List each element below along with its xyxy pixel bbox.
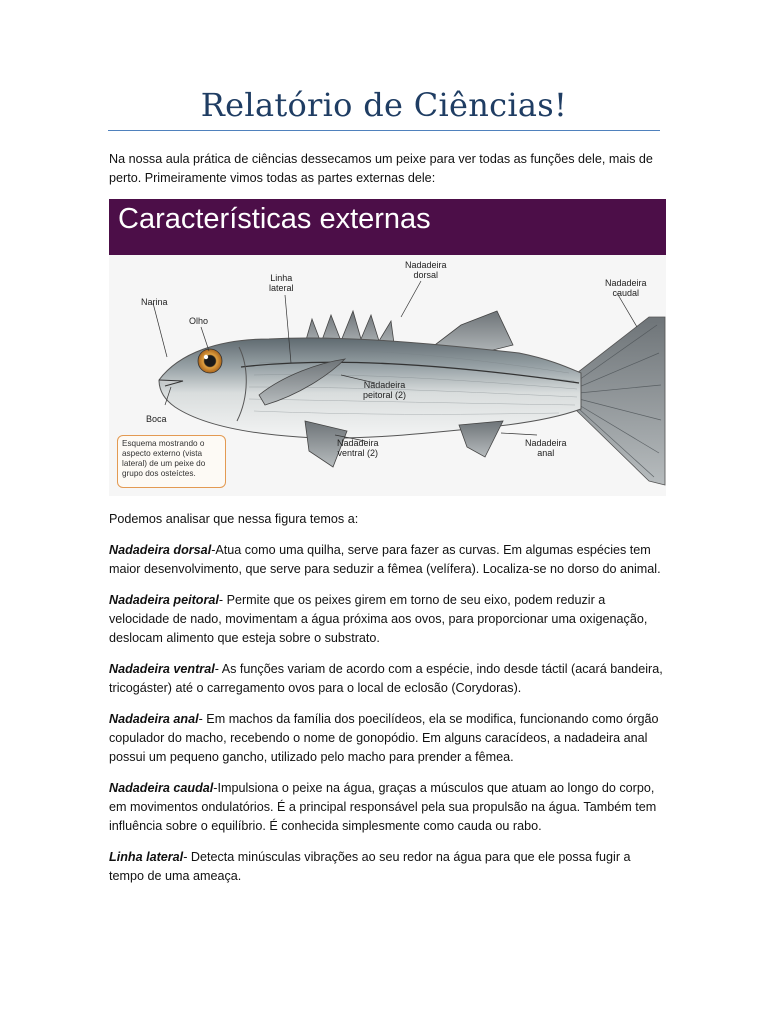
figure-heading-band [109,199,666,255]
term-description: - Permite que os peixes girem em torno de seu eixo, podem reduzir a velocidade de nado, movimentam a água próxima aos ovos, para proporcionar uma oxigenação, deslocam alimento que esteja sobre o substrato. [109,593,648,645]
section-nadadeira-dorsal [109,541,667,579]
label-nadadeira-ventral: Nadadeira ventral (2) [337,438,379,458]
label-olho: Olho [189,316,209,326]
label-nadadeira-anal: Nadadeira anal [525,438,567,458]
term-label: Nadadeira ventral [109,662,215,676]
label-nadadeira-caudal: Nadadeira caudal [605,278,647,298]
term-label: Nadadeira anal [109,712,199,726]
intro-paragraph: Na nossa aula prática de ciências dessecamos um peixe para ver todas as funções dele, mais de perto. Primeiramente vimos todas as partes externas dele: [109,152,653,185]
title-underline [108,130,660,131]
term-label: Nadadeira dorsal [109,543,212,557]
figure-heading: Características externas [118,203,431,235]
section-nadadeira-ventral [109,660,667,698]
label-narina: Narina [141,297,168,307]
fish-eye [198,349,222,373]
term-label: Nadadeira caudal [109,781,214,795]
section-linha-lateral [109,848,667,886]
term-description: - Detecta minúsculas vibrações ao seu redor na água para que ele possa fugir a tempo de uma ameaça. [109,850,631,883]
anal-fin [459,421,503,457]
term-description: - Em machos da família dos poecilídeos, ela se modifica, funcionando como órgão copulador do macho, recebendo o nome de gonopódio. Em alguns caracídeos, a nadadeira anal possui um pequeno gancho, utilizado pelo macho para prender a fêmea. [109,712,659,764]
term-description: - As funções variam de acordo com a espécie, indo desde táctil (acará bandeira, tricogáster) até o carregamento ovos para o local de eclosão (Corydoras). [109,662,663,695]
section-nadadeira-caudal [109,779,667,836]
label-nadadeira-dorsal: Nadadeira dorsal [405,260,447,280]
term-description: -Atua como uma quilha, serve para fazer as curvas. Em algumas espécies tem maior desenvolvimento, que serve para seduzir a fêmea (velífera). Localiza-se no dorso do animal. [109,543,661,576]
figure-caption: Esquema mostrando o aspecto externo (vista lateral) de um peixe do grupo dos osteíctes. [117,435,226,488]
label-nadadeira-peitoral: Nadadeira peitoral (2) [363,380,407,400]
fish-figure [109,199,666,496]
label-boca: Boca [146,414,167,424]
term-label: Nadadeira peitoral [109,593,219,607]
section-nadadeira-anal [109,710,667,767]
lead-sentence: Podemos analisar que nessa figura temos a: [109,512,359,526]
document-title: Relatório de Ciências! [200,86,568,124]
caudal-fin-shape [577,317,665,485]
term-description: -Impulsiona o peixe na água, graças a músculos que atuam ao longo do corpo, em movimentos ondulatórios. É a principal responsável pela sua propulsão na água. Também tem influência sobre o equilíbrio. É conhecida simplesmente como cauda ou rabo. [109,781,657,833]
label-linha-lateral: Linha lateral [269,273,294,293]
body-text [109,510,667,898]
term-label: Linha lateral [109,850,184,864]
section-nadadeira-peitoral [109,591,667,648]
